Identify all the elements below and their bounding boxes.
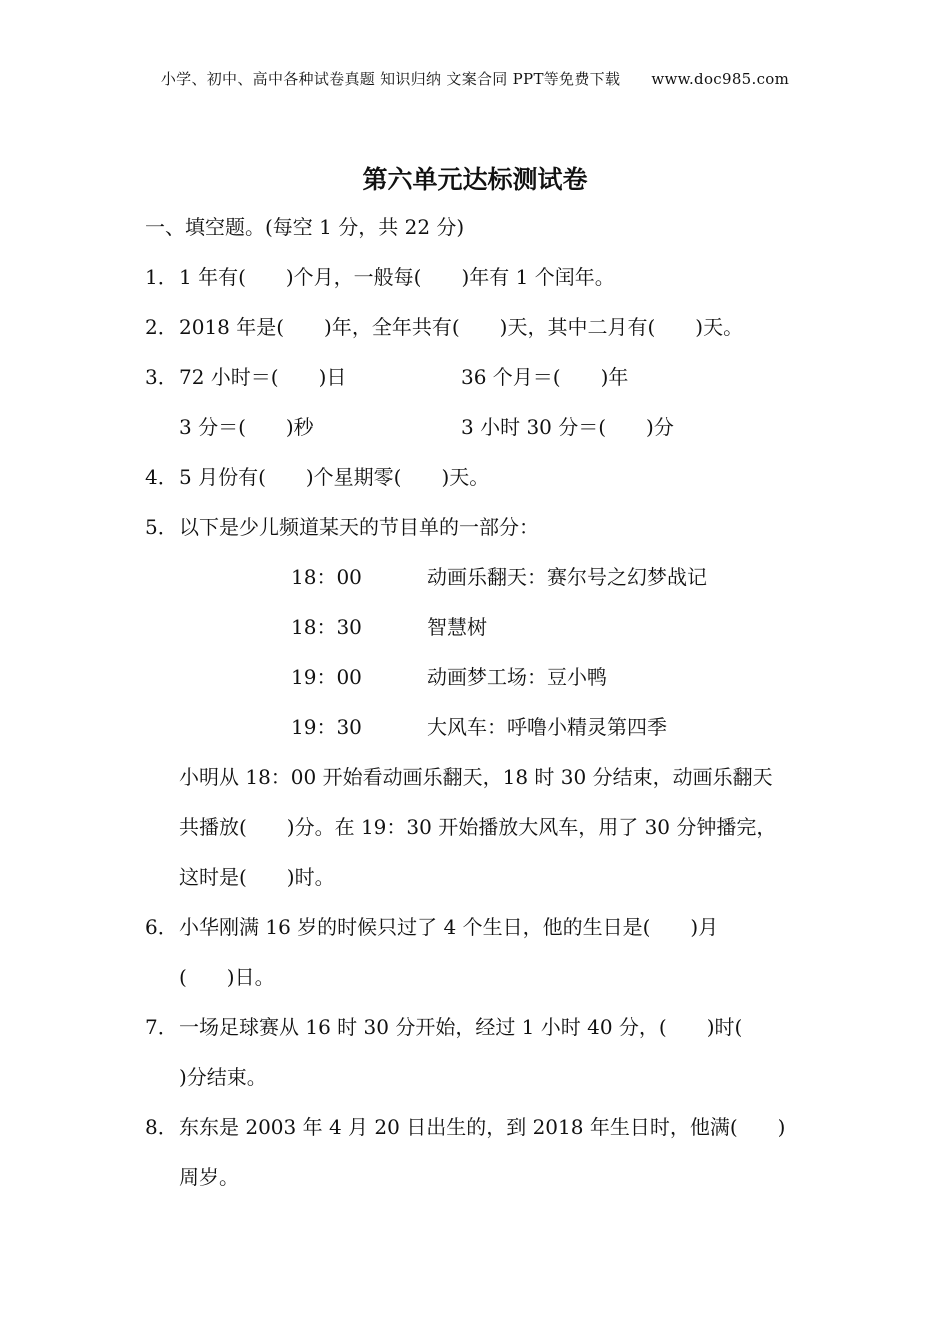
question-3b: 36 个月＝( )年 [461,365,629,389]
question-7 [145,1013,742,1041]
schedule-time: 18：30 [291,615,362,639]
question-8 [145,1113,785,1141]
question-number: 2． [145,315,178,339]
question-4 [145,463,489,491]
question-number: 7． [145,1015,178,1039]
page-title: 第六单元达标测试卷 [362,165,588,194]
question-5 [145,513,539,541]
question-1 [145,263,615,291]
question-text: 小华刚满 16 岁的时候只过了 4 个生日，他的生日是( )月 [179,915,719,939]
question-6 [145,913,718,941]
question-3a: 72 小时＝( )日 [179,365,347,389]
question-number: 6． [145,915,178,939]
question-text-line: 周岁。 [179,1165,239,1189]
question-text-line: 这时是( )时。 [179,865,335,889]
question-text: 1 年有( )个月，一般每( )年有 1 个闰年。 [179,265,615,289]
schedule-program: 动画乐翻天：赛尔号之幻梦战记 [427,565,707,589]
question-text: 2018 年是( )年，全年共有( )天，其中二月有( )天。 [179,315,744,339]
page-header [0,68,950,89]
section-heading: 一、填空题。(每空 1 分，共 22 分) [145,215,465,239]
question-text-line: 共播放( )分。在 19：30 开始播放大风车，用了 30 分钟播完， [179,815,777,839]
question-text: 一场足球赛从 16 时 30 分开始，经过 1 小时 40 分，( )时( [179,1015,743,1039]
question-number: 1． [145,265,178,289]
schedule-time: 19：00 [291,665,362,689]
question-text-line: ( )日。 [179,965,275,989]
question-3c: 3 分＝( )秒 [179,415,314,439]
question-number: 4． [145,465,178,489]
schedule-time: 19：30 [291,715,362,739]
question-number: 3． [145,365,178,389]
header-url[interactable]: www.doc985.com [651,70,790,88]
question-number: 5． [145,515,178,539]
schedule-program: 动画梦工场：豆小鸭 [427,665,607,689]
question-text: 东东是 2003 年 4 月 20 日出生的，到 2018 年生日时，他满( ) [179,1115,786,1139]
question-3d: 3 小时 30 分＝( )分 [461,415,674,439]
question-2 [145,313,743,341]
schedule-time: 18：00 [291,565,362,589]
question-3 [145,363,346,391]
schedule-program: 大风车：呼噜小精灵第四季 [427,715,667,739]
question-text-line: )分结束。 [179,1065,267,1089]
question-text: 5 月份有( )个星期零( )天。 [179,465,490,489]
schedule-program: 智慧树 [427,615,487,639]
question-text: 以下是少儿频道某天的节目单的一部分： [179,515,539,539]
header-text: 小学、初中、高中各种试卷真题 知识归纳 文案合同 PPT等免费下载 [160,70,621,88]
question-text-line: 小明从 18：00 开始看动画乐翻天，18 时 30 分结束，动画乐翻天 [179,765,773,789]
question-number: 8． [145,1115,178,1139]
